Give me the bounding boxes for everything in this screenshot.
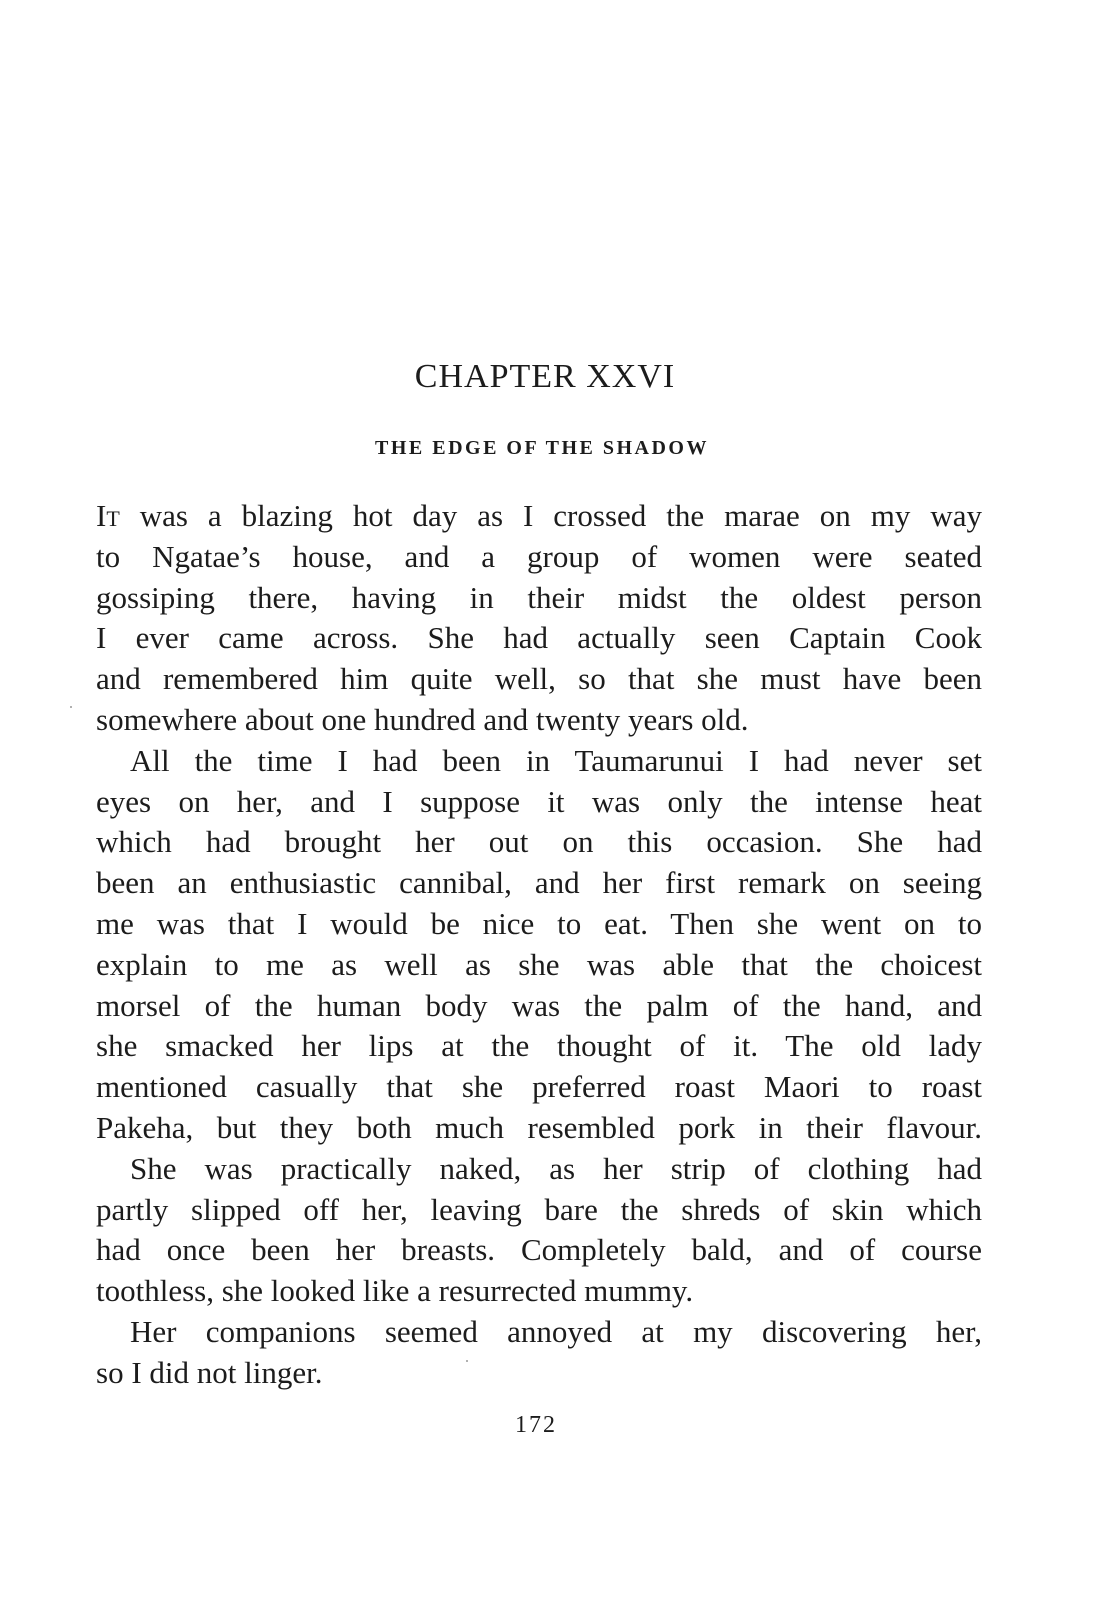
page-number: 172 (515, 1412, 557, 1438)
text-line: She was practically naked, as her strip of clothing had (130, 1150, 982, 1186)
text-line: gossiping there, having in their midst the oldest person (96, 579, 982, 615)
text-line: eyes on her, and I suppose it was only the intense heat (96, 783, 982, 819)
text-line: toothless, she looked like a resurrected mummy. (96, 1273, 694, 1309)
text-line: I ever came across. She had actually seen Captain Cook (96, 620, 982, 656)
text-line: so I did not linger. (96, 1354, 323, 1390)
text-line: to Ngatae’s house, and a group of women were seated (96, 538, 982, 574)
text-line: and remembered him quite well, so that she must have been (96, 661, 982, 697)
text-line: explain to me as well as she was able that the choicest (96, 946, 982, 982)
text-line: had once been her breasts. Completely bald, and of course (96, 1232, 982, 1268)
scan-speck (70, 706, 72, 708)
text-line: me was that I would be nice to eat. Then she went on to (96, 905, 982, 941)
text-line: partly slipped off her, leaving bare the shreds of skin which (96, 1191, 982, 1227)
text-line: Her companions seemed annoyed at my discovering her, (130, 1313, 982, 1349)
scan-speck (466, 1360, 468, 1362)
text-line: Pakeha, but they both much resembled pork in their flavour. (96, 1109, 982, 1145)
text-line: somewhere about one hundred and twenty years old. (96, 701, 749, 737)
text-line: All the time I had been in Taumarunui I had never set (130, 742, 982, 778)
text-line: she smacked her lips at the thought of it. The old lady (96, 1028, 982, 1064)
drop-word: It (96, 498, 120, 533)
text-line: morsel of the human body was the palm of the hand, and (96, 987, 982, 1023)
text-line: It was a blazing hot day as I crossed the marae on my way (96, 498, 982, 533)
body-text (96, 496, 982, 1394)
chapter-subtitle: THE EDGE OF THE SHADOW (375, 437, 709, 459)
text-line: been an enthusiastic cannibal, and her first remark on seeing (96, 865, 982, 901)
chapter-title: CHAPTER XXVI (414, 358, 676, 395)
text-line: mentioned casually that she preferred roast Maori to roast (96, 1069, 982, 1105)
text-line: which had brought her out on this occasion. She had (96, 824, 982, 860)
